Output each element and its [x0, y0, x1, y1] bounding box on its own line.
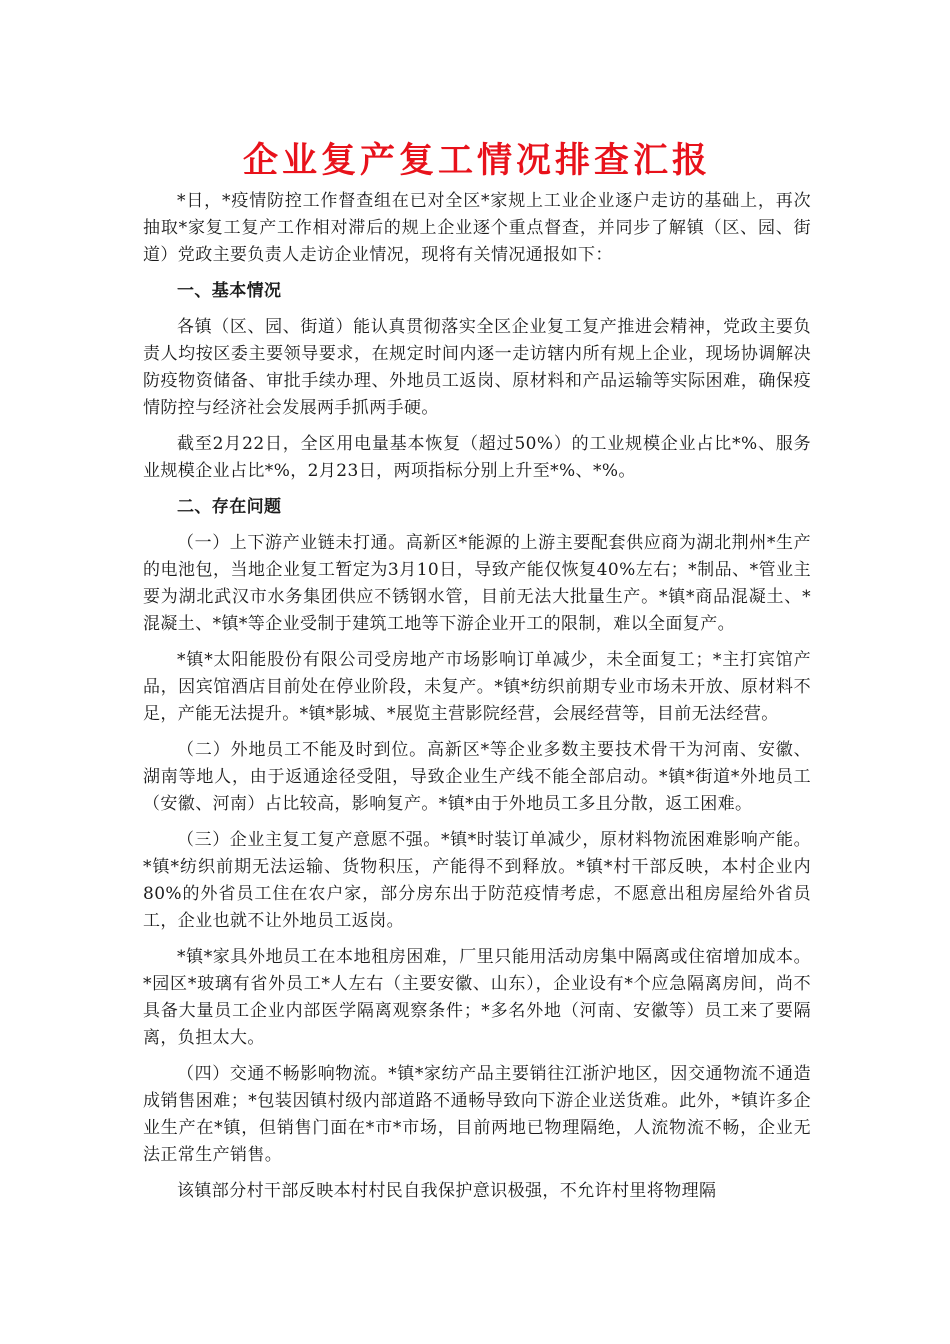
basic-situation-paragraph-2: 截至2月22日，全区用电量基本恢复（超过50%）的工业规模企业占比*%、服务业规模企业占比*%，2月23日，两项指标分别上升至*%、*%。 [143, 434, 811, 481]
section-heading-basic-situation: 一、基本情况 [177, 281, 282, 301]
document-page [143, 138, 811, 1214]
problems-paragraph-6: （四）交通不畅影响物流。*镇*家纺产品主要销往江浙沪地区，因交通物流不通造成销售困难；*包装因镇村级内部道路不通畅导致向下游企业送货难。此外，*镇许多企业生产在*镇，但销售门面在*市*市场，目前两地已物理隔绝，人流物流不畅，企业无法正常生产销售。 [143, 1064, 811, 1165]
problems-paragraph-4: （三）企业主复工复产意愿不强。*镇*时装订单减少，原材料物流困难影响产能。*镇*纺织前期无法运输、货物积压，产能得不到释放。*镇*村干部反映，本村企业内80%的外省员工住在农户家，部分房东出于防范疫情考虑，不愿意出租房屋给外省员工，企业也就不让外地员工返岗。 [143, 830, 811, 931]
basic-situation-paragraph-1: 各镇（区、园、街道）能认真贯彻落实全区企业复工复产推进会精神，党政主要负责人均按区委主要领导要求，在规定时间内逐一走访辖内所有规上企业，现场协调解决防疫物资储备、审批手续办理、外地员工返岗、原材料和产品运输等实际困难，确保疫情防控与经济社会发展两手抓两手硬。 [143, 317, 811, 418]
problems-paragraph-2: *镇*太阳能股份有限公司受房地产市场影响订单减少，未全面复工；*主打宾馆产品，因宾馆酒店目前处在停业阶段，未复产。*镇*纺织前期专业市场未开放、原材料不足，产能无法提升。*镇*影城、*展览主营影院经营，会展经营等，目前无法经营。 [143, 650, 811, 724]
problems-paragraph-5: *镇*家具外地员工在本地租房困难，厂里只能用活动房集中隔离或住宿增加成本。*园区*玻璃有省外员工*人左右（主要安徽、山东），企业设有*个应急隔离房间，尚不具备大量员工企业内部医学隔离观察条件；*多名外地（河南、安徽等）员工来了要隔离，负担太大。 [143, 947, 811, 1048]
problems-paragraph-3: （二）外地员工不能及时到位。高新区*等企业多数主要技术骨干为河南、安徽、湖南等地人，由于返通途径受阻，导致企业生产线不能全部启动。*镇*街道*外地员工（安徽、河南）占比较高，影响复产。*镇*由于外地员工多且分散，返工困难。 [143, 740, 811, 814]
section-heading-existing-problems: 二、存在问题 [177, 497, 282, 517]
document-title: 企业复产复工情况排查汇报 [242, 140, 711, 181]
intro-paragraph: *日，*疫情防控工作督查组在已对全区*家规上工业企业逐户走访的基础上，再次抽取*家复工复产工作相对滞后的规上企业逐个重点督查，并同步了解镇（区、园、街道）党政主要负责人走访企业情况，现将有关情况通报如下： [143, 191, 811, 265]
problems-paragraph-1: （一）上下游产业链未打通。高新区*能源的上游主要配套供应商为湖北荆州*生产的电池包，当地企业复工暂定为3月10日，导致产能仅恢复40%左右；*制品、*管业主要为湖北武汉市水务集团供应不锈钢水管，目前无法大批量生产。*镇*商品混凝土、*混凝土、*镇*等企业受制于建筑工地等下游企业开工的限制，难以全面复产。 [143, 533, 811, 634]
problems-paragraph-7: 该镇部分村干部反映本村村民自我保护意识极强，不允许村里将物理隔 [177, 1181, 717, 1201]
